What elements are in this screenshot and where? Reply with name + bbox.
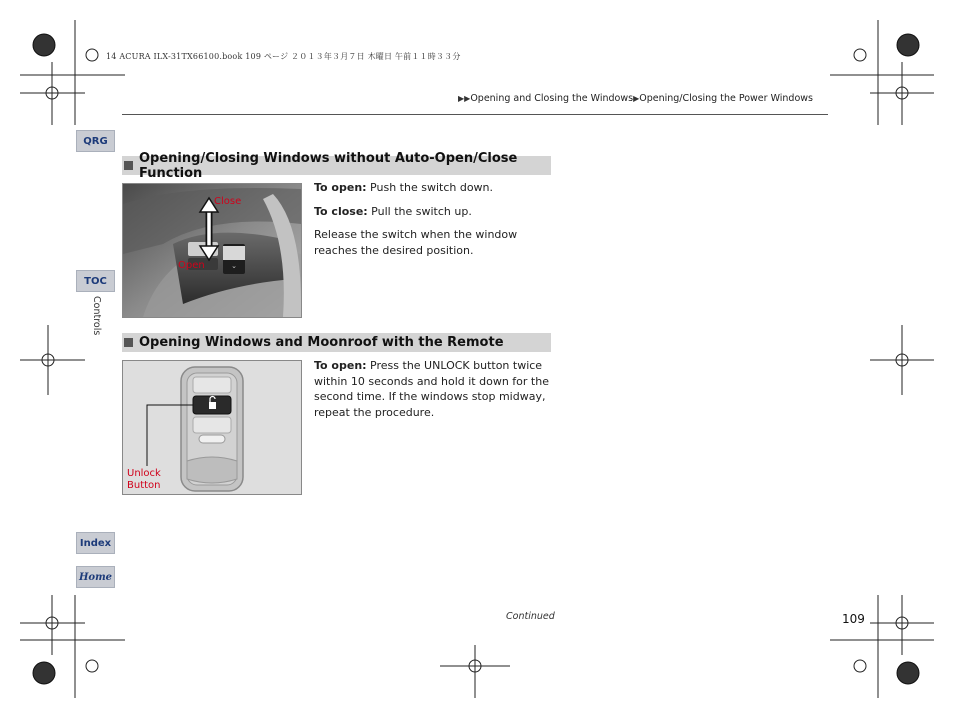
index-tab[interactable]: Index	[76, 532, 115, 554]
page-number: 109	[842, 612, 865, 626]
breadcrumb-level1[interactable]: Opening and Closing the Windows	[470, 93, 634, 104]
breadcrumb-arrow-icon: ▶	[633, 94, 640, 103]
breadcrumb-level2[interactable]: Opening/Closing the Power Windows	[639, 93, 813, 104]
close-label: Close	[214, 196, 242, 207]
open-label: Open	[178, 260, 205, 271]
section2-heading-text: Opening Windows and Moonroof with the Remote	[139, 335, 504, 350]
svg-text:⌄: ⌄	[231, 262, 237, 270]
toc-tab[interactable]: TOC	[76, 270, 115, 292]
open-instruction: To open: Push the switch down.	[314, 181, 494, 194]
close-instruction: To close: Pull the switch up.	[314, 204, 472, 218]
breadcrumb-arrow-icon: ▶▶	[458, 94, 471, 103]
release-instruction: Release the switch when the window reaches the desired position.	[314, 228, 518, 257]
unlock-label-line1: Unlock	[127, 468, 161, 479]
section-label: Controls	[91, 296, 102, 336]
remote-open-instruction: To open: Press the UNLOCK button twice within 10 seconds and hold it down for the second time. If the windows stop midway, repeat the procedure.	[314, 359, 549, 419]
print-header: 14 ACURA ILX-31TX66100.book 109 ページ ２０１３年３月７日 木曜日 午前１１時３３分	[106, 52, 461, 61]
home-tab[interactable]: Home	[76, 566, 115, 588]
qrg-tab[interactable]: QRG	[76, 130, 115, 152]
unlock-label-line2: Button	[127, 480, 161, 491]
section1-heading-text: Opening/Closing Windows without Auto-Open/Close Function	[139, 150, 518, 181]
continued-label: Continued	[506, 611, 555, 622]
